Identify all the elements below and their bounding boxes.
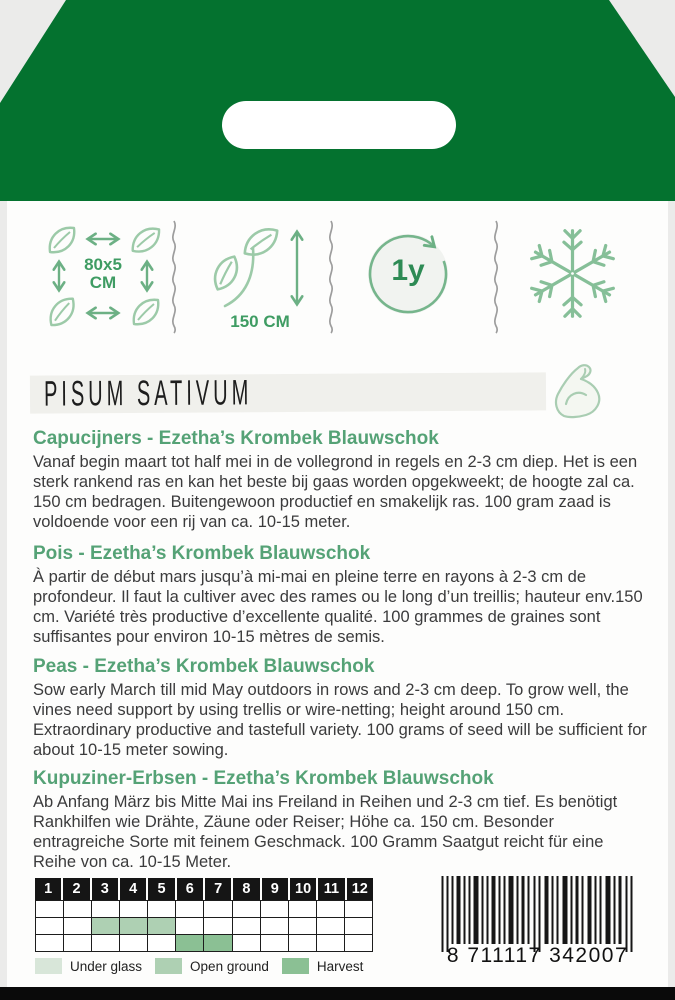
- sowing-calendar: [35, 878, 373, 952]
- section-title-dutch: Capucijners - Ezetha’s Krombek Blauwschok: [33, 428, 439, 449]
- section-dutch: [33, 428, 649, 532]
- section-title-french: Pois - Ezetha’s Krombek Blauwschok: [33, 543, 371, 564]
- calendar-cell: [120, 918, 148, 935]
- calendar-legend: [35, 958, 363, 974]
- calendar-cell: [36, 935, 64, 952]
- calendar-cell: [204, 935, 232, 952]
- calendar-row-open-ground: [36, 918, 373, 935]
- calendar-cell: [233, 918, 261, 935]
- calendar-month-10: 10: [290, 878, 318, 900]
- annual-cycle-icon: [356, 220, 460, 324]
- calendar-cell: [289, 918, 317, 935]
- calendar-month-11: 11: [318, 878, 346, 900]
- legend-swatch-harvest: [282, 958, 309, 974]
- legend-label-harvest: Harvest: [316, 958, 364, 974]
- plant-spacing-icon: [38, 222, 168, 330]
- frost-hardy-icon: [525, 226, 620, 321]
- calendar-cell: [317, 918, 345, 935]
- calendar-month-3: 3: [92, 878, 120, 900]
- calendar-cell: [233, 935, 261, 952]
- latin-name-banner: [30, 372, 546, 413]
- plant-with-arrow-icon: [205, 226, 315, 310]
- spacing-value: 80x5: [84, 255, 122, 274]
- hang-hole: [222, 101, 456, 149]
- wavy-divider: [327, 220, 335, 334]
- calendar-cell: [64, 901, 92, 918]
- calendar-cell: [345, 918, 373, 935]
- section-body-french: À partir de début mars jusqu’à mi-mai en pleine terre en rayons à 2-3 cm de profondeur. Il faut la cultiver avec des rames ou le long d’un treillis; hauteur env.150 cm. Variété très productive d’excellente qualité. 100 grammes de graines sont suffisantes pour environ 10-15 mètres de semis.: [33, 568, 643, 646]
- calendar-month-4: 4: [120, 878, 148, 900]
- calendar-cell: [204, 918, 232, 935]
- legend-swatch-under-glass: [35, 958, 62, 974]
- section-title-english: Peas - Ezetha’s Krombek Blauwschok: [33, 656, 375, 677]
- calendar-month-12: 12: [347, 878, 373, 900]
- cycle-value: 1y: [391, 254, 425, 287]
- snowflake-icon: [525, 226, 620, 321]
- calendar-month-1: 1: [35, 878, 63, 900]
- calendar-month-2: 2: [63, 878, 91, 900]
- calendar-cell: [92, 935, 120, 952]
- calendar-cell: [148, 901, 176, 918]
- calendar-cell: [233, 901, 261, 918]
- calendar-months-row: [35, 878, 373, 900]
- calendar-cell: [36, 918, 64, 935]
- section-title-german: Kupuziner-Erbsen - Ezetha’s Krombek Blauwschok: [33, 768, 494, 789]
- calendar-cell: [120, 935, 148, 952]
- section-body-german: Ab Anfang März bis Mitte Mai ins Freiland in Reihen und 2-3 cm tief. Es benötigt Rankhilfen wie Drähte, Zäune oder Reiser; Höhe ca. 150 cm. Besonder entragreiche Sorte mit feinem Geschmack. 100 Gramm Saatgut reicht für eine Reihe von ca. 10-15 Meter.: [33, 793, 618, 871]
- calendar-cell: [176, 935, 204, 952]
- calendar-cell: [92, 918, 120, 935]
- wavy-divider: [170, 220, 178, 334]
- calendar-cell: [92, 901, 120, 918]
- legend-item-open-ground: [155, 958, 269, 974]
- barcode-number: 8 711117 342007: [446, 944, 629, 967]
- calendar-month-5: 5: [148, 878, 176, 900]
- legend-item-harvest: [282, 958, 364, 974]
- legend-swatch-open-ground: [155, 958, 182, 974]
- calendar-month-8: 8: [233, 878, 261, 900]
- calendar-cell: [36, 901, 64, 918]
- calendar-cell: [64, 935, 92, 952]
- section-english: [33, 656, 649, 760]
- height-value: 150 CM: [230, 312, 290, 331]
- calendar-cell: [289, 935, 317, 952]
- legend-label-under-glass: Under glass: [70, 958, 143, 974]
- section-body-english: Sow early March till mid May outdoors in rows and 2-3 cm deep. To grow well, the vines need support by using trellis or wire-netting; height around 150 cm. Extraordinary productive and tastefull variety. 100 grams of seed will be sufficient for about 10-15 meter sowing.: [33, 681, 647, 759]
- calendar-month-7: 7: [205, 878, 233, 900]
- calendar-month-9: 9: [262, 878, 290, 900]
- calendar-cell: [148, 935, 176, 952]
- calendar-cell: [261, 935, 289, 952]
- calendar-cell: [64, 918, 92, 935]
- calendar-cell: [148, 918, 176, 935]
- calendar-cell: [317, 935, 345, 952]
- spacing-unit: CM: [89, 273, 117, 292]
- calendar-cell: [261, 901, 289, 918]
- calendar-cell: [345, 935, 373, 952]
- wavy-divider: [492, 220, 500, 334]
- calendar-cell: [345, 901, 373, 918]
- calendar-row-harvest: [36, 935, 373, 952]
- calendar-cell: [120, 901, 148, 918]
- calendar-cell: [289, 901, 317, 918]
- section-french: [33, 543, 649, 647]
- legend-label-open-ground: Open ground: [190, 958, 269, 974]
- calendar-body: [35, 900, 373, 952]
- section-german: [33, 768, 649, 872]
- legend-item-under-glass: [35, 958, 142, 974]
- calendar-cell: [176, 918, 204, 935]
- latin-name: PISUM SATIVUM: [43, 373, 253, 415]
- calendar-cell: [261, 918, 289, 935]
- barcode: [430, 876, 645, 978]
- plant-height-icon: [205, 226, 315, 331]
- calendar-month-6: 6: [177, 878, 205, 900]
- calendar-cell: [176, 901, 204, 918]
- strong-grower-muscle-icon: [550, 360, 614, 424]
- calendar-row-under-glass: [36, 901, 373, 918]
- calendar-cell: [204, 901, 232, 918]
- bottom-edge-bar: [0, 987, 675, 1000]
- section-body-dutch: Vanaf begin maart tot half mei in de vollegrond in regels en 2-3 cm diep. Het is een sterk rankend ras en kan het beste bij gaas worden opgekweekt; de hoogte zal ca. 150 cm bedragen. Buitengewoon productief en smakelijk ras. 100 gram zaad is voldoende voor een rij van ca. 10-15 meter.: [33, 453, 638, 531]
- calendar-cell: [317, 901, 345, 918]
